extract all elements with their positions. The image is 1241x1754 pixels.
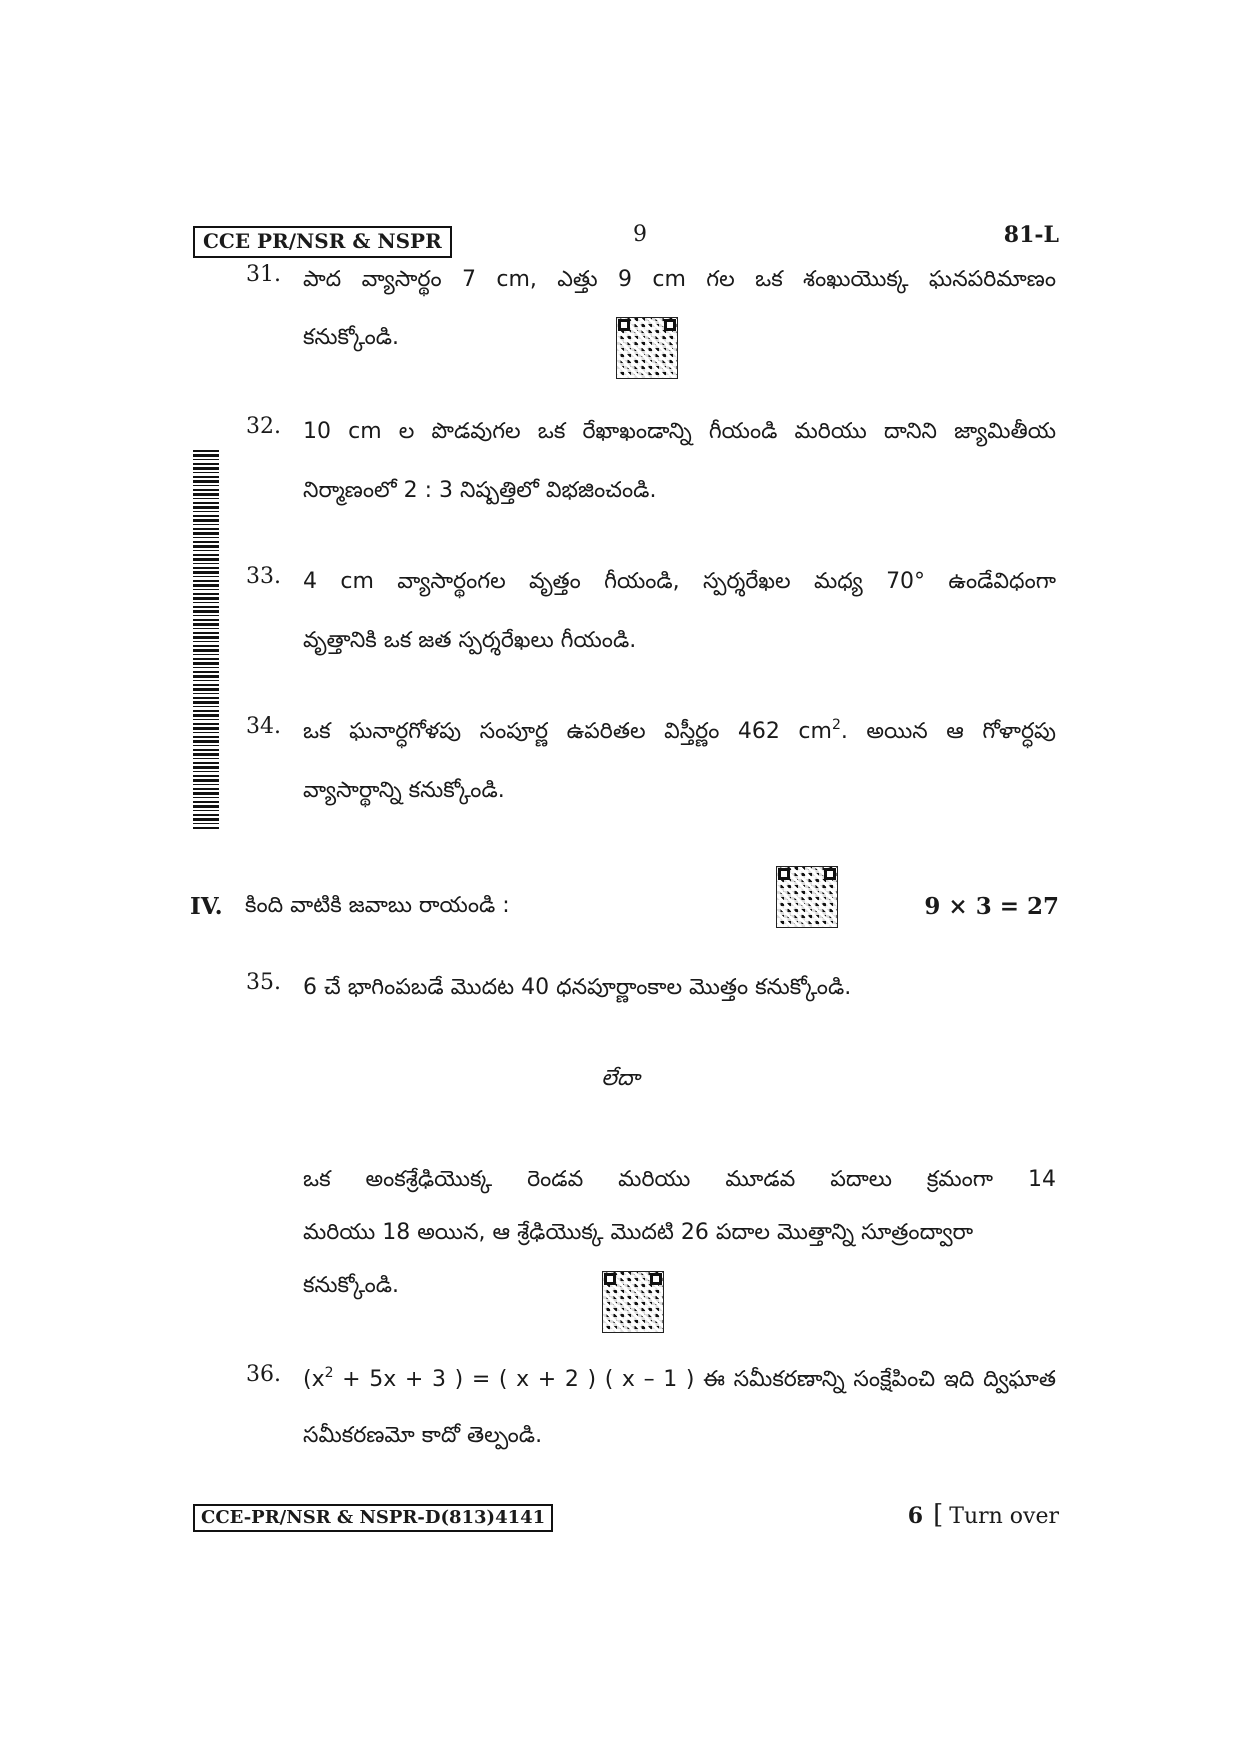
section-marks: 9 × 3 = 27 xyxy=(924,893,1059,920)
question-36-expr-a: (x xyxy=(303,1367,325,1392)
question-33-text-cont: వృత్తానికి ఒక జత స్పర్శరేఖలు గీయండి. xyxy=(303,628,637,653)
question-34-text-b: . అయిన ఆ గోళార్ధపు xyxy=(840,719,1057,744)
page-number: 9 xyxy=(633,222,647,247)
sheet-number: 6 xyxy=(907,1503,924,1529)
question-number: 31. xyxy=(246,262,281,287)
question-35-alt-text-end: కనుక్కోండి. xyxy=(303,1273,400,1298)
barcode-icon xyxy=(193,450,219,830)
paper-code: 81-L xyxy=(1003,222,1059,248)
qr-code-icon xyxy=(777,867,837,927)
question-35-alt-text: ఒక అంకశ్రేఢియొక్క రెండవ మరియు మూడవ పదాలు క్రమంగా 14 xyxy=(303,1167,1056,1192)
header-code: CCE PR/NSR & NSPR xyxy=(193,226,452,258)
question-32-text: 10 cm ల పొడవుగల ఒక రేఖాఖండాన్ని గీయండి మరియు దానిని జ్యామితీయ xyxy=(303,419,1056,444)
question-31-text: పాద వ్యాసార్థం 7 cm, ఎత్తు 9 cm గల ఒక శంఖుయొక్క ఘనపరిమాణం xyxy=(303,267,1056,292)
superscript: 2 xyxy=(324,1365,334,1381)
superscript: 2 xyxy=(831,717,841,733)
question-34-text xyxy=(303,714,1056,750)
question-35-text: 6 చే భాగింపబడే మొదట 40 ధనపూర్ణాంకాల మొత్తం కనుక్కోండి. xyxy=(303,975,852,1000)
qr-code-icon xyxy=(603,1272,663,1332)
question-36-expr-b: + 5x + 3 ) = ( x + 2 ) ( x – 1 ) ఈ సమీకరణాన్ని సంక్షేపించి ఇది ద్విఘాత xyxy=(333,1367,1056,1392)
question-number: 34. xyxy=(246,714,281,739)
question-number: 32. xyxy=(246,414,281,439)
or-separator: లేదా xyxy=(601,1066,640,1091)
question-32-text-cont: నిర్మాణంలో 2 : 3 నిష్పత్తిలో విభజించండి. xyxy=(303,478,657,503)
question-36-text xyxy=(303,1362,1056,1398)
question-31-text-cont: కనుక్కోండి. xyxy=(303,325,400,350)
qr-code-icon xyxy=(617,318,677,378)
footer-right xyxy=(908,1500,1059,1530)
footer-code: CCE-PR/NSR & NSPR-D(813)4141 xyxy=(193,1504,553,1532)
question-number: 36. xyxy=(246,1362,281,1387)
question-33-text: 4 cm వ్యాసార్థంగల వృత్తం గీయండి, స్పర్శరేఖల మధ్య 70° ఉండేవిధంగా xyxy=(303,569,1056,594)
question-36-text-cont: సమీకరణమో కాదో తెల్పండి. xyxy=(303,1423,543,1448)
question-number: 35. xyxy=(246,970,281,995)
question-34-text-cont: వ్యాసార్థాన్ని కనుక్కోండి. xyxy=(303,778,505,803)
question-34-text-a: ఒక ఘనార్ధగోళపు సంపూర్ణ ఉపరితల విస్తీర్ణం 462 cm xyxy=(303,719,832,744)
question-35-alt-text-cont: మరియు 18 అయిన, ఆ శ్రేఢియొక్క మొదటి 26 పదాల మొత్తాన్ని సూత్రంద్వారా xyxy=(303,1220,974,1245)
turn-over-label: Turn over xyxy=(949,1504,1059,1529)
section-title: కింది వాటికి జవాబు రాయండి : xyxy=(245,893,510,918)
question-number: 33. xyxy=(246,564,281,589)
bracket-glyph: [ xyxy=(933,1500,944,1530)
section-number: IV. xyxy=(190,893,223,920)
